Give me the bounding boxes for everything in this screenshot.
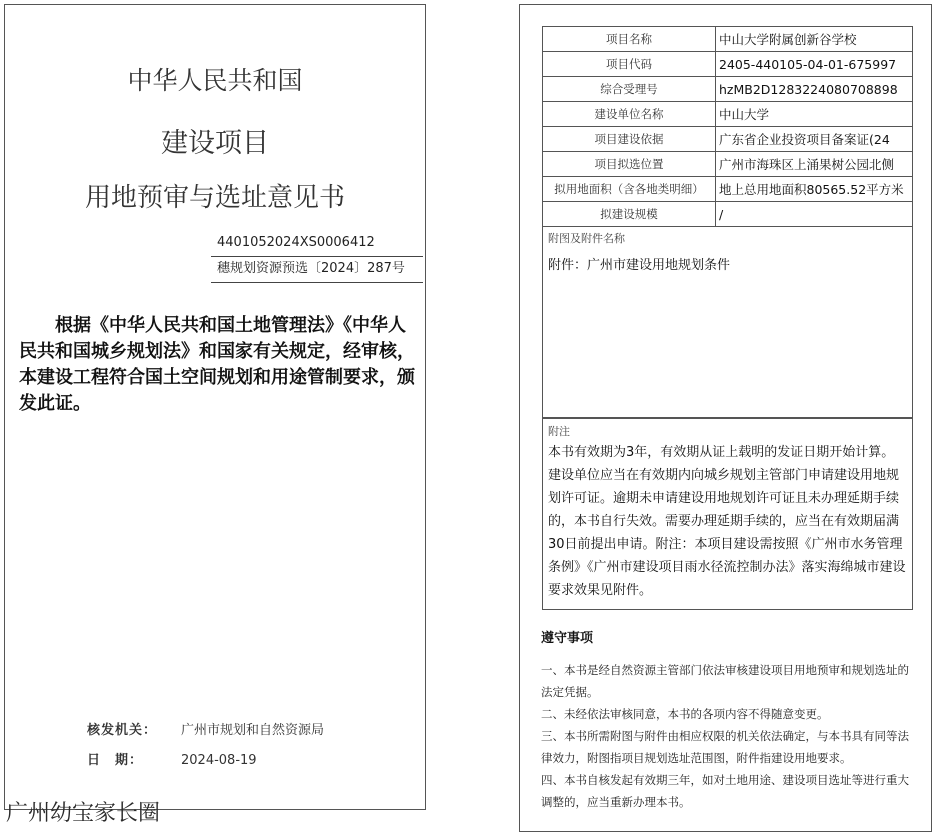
field-value: 广州市海珠区上涌果树公园北侧 xyxy=(716,152,913,177)
field-value: hzMB2D1283224080708898 xyxy=(716,77,913,102)
field-key: 项目代码 xyxy=(543,52,716,77)
field-key: 拟建设规模 xyxy=(543,202,716,227)
certificate-detail-page xyxy=(519,4,932,832)
attachments-box xyxy=(542,226,913,418)
issuer-value: 广州市规划和自然资源局 xyxy=(181,723,325,738)
table-row xyxy=(543,202,913,227)
field-key: 项目建设依据 xyxy=(543,127,716,152)
issuer-label: 核发机关： xyxy=(87,723,158,738)
field-value: 中山大学 xyxy=(716,102,913,127)
issuance-statement: 根据《中华人民共和国土地管理法》《中华人民共和国城乡规划法》和国家有关规定，经审核，本建设工程符合国土空间规划和用途管制要求，颁发此证。 xyxy=(19,315,415,414)
field-value: 广东省企业投资项目备案证(24 xyxy=(716,127,913,152)
issuer-row xyxy=(87,719,324,738)
table-row xyxy=(543,52,913,77)
attachments-title: 附图及附件名称 xyxy=(548,232,625,245)
table-row xyxy=(543,177,913,202)
attachments-text: 附件：广州市建设用地规划条件 xyxy=(548,258,731,273)
watermark-text: 广州幼宝家长圈 xyxy=(6,801,161,826)
field-value: 地上总用地面积80565.52平方米 xyxy=(716,177,913,202)
rule-item: 三、本书所需附图与附件由相应权限的机关依法确定，与本书具有同等法律效力，附图指项目规划选址范围图，附件指建设用地要求。 xyxy=(541,729,909,765)
field-value: 2405-440105-04-01-675997 xyxy=(716,52,913,77)
field-value: / xyxy=(716,202,913,227)
notes-text: 本书有效期为3年，有效期从证上载明的发证日期开始计算。建设单位应当在有效期内向城乡规划主管部门申请建设用地规划许可证。逾期未申请建设用地规划许可证且未办理延期手续的，本书自行失效。需要办理延期手续的，应当在有效期届满30日前提出申请。附注：本项目建设需按照《广州市水务管理条例》《广州市建设项目雨水径流控制办法》落实海绵城市建设要求效果见附件。 xyxy=(548,445,906,598)
country-name: 中华人民共和国 xyxy=(127,66,303,95)
project-info-table xyxy=(542,26,913,227)
field-key: 拟用地面积（含各地类明细） xyxy=(543,177,716,202)
field-key: 项目拟选位置 xyxy=(543,152,716,177)
certificate-code-number: 4401052024XS0006412 xyxy=(211,231,423,257)
rules-title: 遵守事项 xyxy=(541,631,594,646)
table-row xyxy=(543,27,913,52)
certificate-cover-page xyxy=(4,4,426,810)
field-key: 综合受理号 xyxy=(543,77,716,102)
notes-title: 附注 xyxy=(548,425,570,438)
field-key: 项目名称 xyxy=(543,27,716,52)
date-label: 日 期： xyxy=(87,753,144,768)
document-number: 穗规划资源预选〔2024〕287号 xyxy=(211,257,423,283)
rule-item: 四、本书自核发起有效期三年，如对土地用途、建设项目选址等进行重大调整的，应当重新办理本书。 xyxy=(541,773,909,809)
date-value: 2024-08-19 xyxy=(181,753,257,768)
field-value: 中山大学附属创新谷学校 xyxy=(716,27,913,52)
field-key: 建设单位名称 xyxy=(543,102,716,127)
table-row xyxy=(543,102,913,127)
date-row xyxy=(87,749,257,768)
notes-box xyxy=(542,418,913,610)
table-row xyxy=(543,77,913,102)
rule-item: 二、未经依法审核同意，本书的各项内容不得随意变更。 xyxy=(541,707,829,721)
certificate-title: 用地预审与选址意见书 xyxy=(84,183,345,213)
table-row xyxy=(543,127,913,152)
table-row xyxy=(543,152,913,177)
certificate-type: 建设项目 xyxy=(161,128,269,159)
rule-item: 一、本书是经自然资源主管部门依法审核建设项目用地预审和规划选址的法定凭据。 xyxy=(541,663,909,699)
rules-list xyxy=(541,659,915,813)
